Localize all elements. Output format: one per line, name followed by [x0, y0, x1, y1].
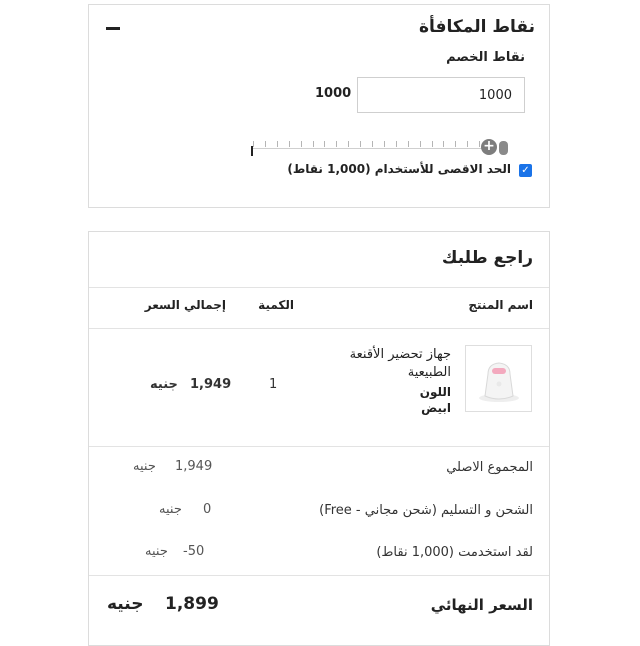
- points-slider[interactable]: [253, 132, 511, 160]
- subtotal-currency: جنيه: [133, 459, 156, 474]
- slider-rail: [253, 148, 491, 149]
- product-thumbnail[interactable]: [465, 345, 532, 412]
- quantity-header: الكمية: [258, 298, 294, 312]
- slider-tick: [455, 141, 456, 147]
- max-use-label: الحد الاقصى للأستخدام (1,000 نقاط): [287, 162, 511, 176]
- reward-points-title: نقاط المكافأة: [418, 17, 535, 37]
- slider-tick: [467, 141, 468, 147]
- max-use-checkbox[interactable]: ✓: [519, 164, 532, 177]
- divider: [89, 575, 549, 576]
- slider-tick: [396, 141, 397, 147]
- slider-tick: [384, 141, 385, 147]
- slider-tick: [301, 141, 302, 147]
- slider-tick: [253, 141, 254, 147]
- mask-maker-image-icon: [466, 346, 531, 411]
- slider-tick: [372, 141, 373, 147]
- slider-tick: [348, 141, 349, 147]
- subtotal-label: المجموع الاصلي: [446, 460, 533, 475]
- slider-tick: [313, 141, 314, 147]
- product-name-header: اسم المنتج: [468, 298, 533, 312]
- color-option-value: ابيض: [421, 401, 451, 415]
- item-quantity: 1: [269, 377, 278, 392]
- discount-points-label: نقاط الخصم: [446, 50, 525, 65]
- slider-tick: [324, 141, 325, 147]
- color-option-label: اللون: [419, 385, 451, 399]
- final-price-label: السعر النهائي: [430, 596, 533, 614]
- points-used-value: -50: [183, 544, 205, 559]
- slider-tick: [479, 141, 480, 147]
- subtotal-value: 1,949: [175, 459, 213, 474]
- divider: [89, 328, 549, 329]
- total-price-header: إجمالي السعر: [144, 298, 226, 312]
- slider-tick: [420, 141, 421, 147]
- shipping-currency: جنيه: [159, 502, 182, 517]
- shipping-value: 0: [203, 502, 212, 517]
- divider: [89, 287, 549, 288]
- slider-handle[interactable]: [499, 141, 508, 155]
- item-currency: جنيه: [150, 377, 178, 392]
- slider-tick: [277, 141, 278, 147]
- item-price: 1,949: [190, 377, 232, 392]
- points-input[interactable]: [357, 77, 525, 113]
- points-value: 1000: [315, 86, 352, 101]
- slider-tick: [265, 141, 266, 147]
- final-price-value: 1,899: [165, 594, 219, 614]
- reward-points-panel: [88, 4, 550, 208]
- minus-icon[interactable]: [106, 27, 120, 30]
- slider-tick: [289, 141, 290, 147]
- order-review-title: راجع طلبك: [441, 248, 533, 268]
- divider: [89, 446, 549, 447]
- final-price-currency: جنيه: [107, 594, 144, 614]
- order-review-panel: [88, 231, 550, 646]
- product-name[interactable]: جهاز تحضير الأقنعة الطبيعية: [349, 347, 451, 380]
- plus-icon[interactable]: +: [481, 139, 497, 155]
- slider-tick: [360, 141, 361, 147]
- shipping-label: الشحن و التسليم (شحن مجاني - Free): [319, 503, 533, 518]
- slider-tick: [408, 141, 409, 147]
- points-used-label: لقد استخدمت (1,000 نقاط): [376, 545, 533, 560]
- slider-tick: [336, 141, 337, 147]
- slider-tick: [443, 141, 444, 147]
- points-used-currency: جنيه: [145, 544, 168, 559]
- slider-tick: [432, 141, 433, 147]
